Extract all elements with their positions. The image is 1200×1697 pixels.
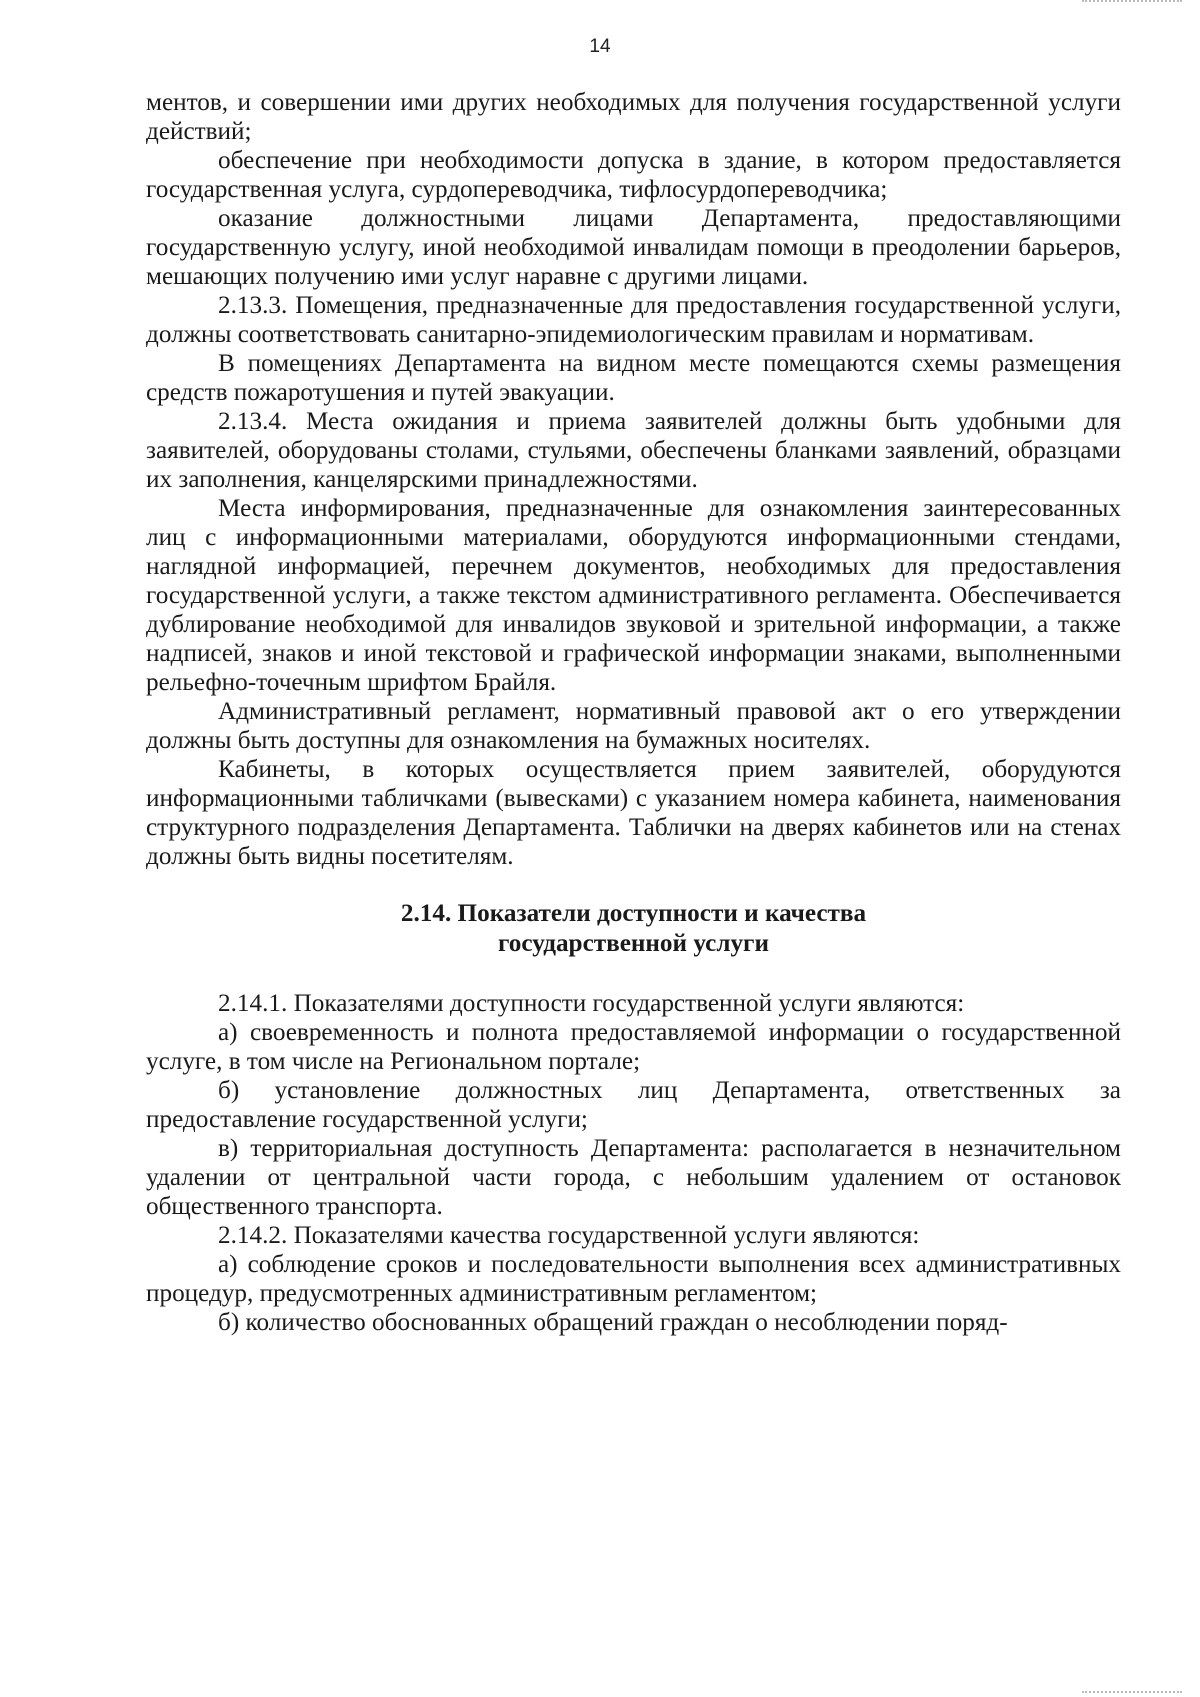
paragraph: Места информирования, предназначенные для ознакомления заинтересованных лиц с информационными материалами, оборудуются информационными стендами, наглядной информацией, перечнем документов, необходимых для предоставления государственной услуги, а также текстом административного регламента. Обеспечивается дублирование необходимой для инвалидов звуковой и зрительной информации, а также надписей, знаков и иной текстовой и графической информации знаками, выполненными рельефно-точечным шрифтом Брайля. bbox=[146, 495, 1121, 696]
body-section-before-heading bbox=[146, 88, 1121, 871]
paragraph: б) количество обоснованных обращений граждан о несоблюдении поряд- bbox=[218, 1309, 1008, 1336]
scan-edge-mark-top bbox=[1082, 0, 1182, 8]
paragraph: а) своевременность и полнота предоставляемой информации о государственной услуге, в том числе на Региональном портале; bbox=[146, 1019, 1121, 1075]
paragraph: ментов, и совершении ими других необходимых для получения государственной услуги действий; bbox=[146, 89, 1121, 145]
paragraph: б) установление должностных лиц Департамента, ответственных за предоставление государственной услуги; bbox=[146, 1077, 1121, 1133]
paragraph: обеспечение при необходимости допуска в здание, в котором предоставляется государственная услуга, сурдопереводчика, тифлосурдопереводчика; bbox=[146, 147, 1121, 203]
section-heading-line-1: 2.14. Показатели доступности и качества bbox=[400, 900, 867, 927]
paragraph: Кабинеты, в которых осуществляется прием заявителей, оборудуются информационными табличками (вывесками) с указанием номера кабинета, наименования структурного подразделения Департамента. Таблички на дверях кабинетов или на стенах должны быть видны посетителям. bbox=[146, 756, 1121, 870]
paragraph: 2.13.3. Помещения, предназначенные для предоставления государственной услуги, должны соответствовать санитарно-эпидемиологическим правилам и нормативам. bbox=[146, 292, 1121, 348]
section-heading bbox=[146, 899, 1121, 959]
paragraph: Административный регламент, нормативный правовой акт о его утверждении должны быть доступны для ознакомления на бумажных носителях. bbox=[146, 698, 1121, 754]
body-section-after-heading bbox=[146, 989, 1121, 1337]
paragraph: 2.14.2. Показателями качества государственной услуги являются: bbox=[218, 1222, 920, 1249]
paragraph: оказание должностными лицами Департамента, предоставляющими государственную услугу, иной необходимой инвалидам помощи в преодолении барьеров, мешающих получению ими услуг наравне с другими лицами. bbox=[146, 205, 1121, 290]
paragraph: 2.14.1. Показателями доступности государственной услуги являются: bbox=[218, 990, 965, 1017]
paragraph: В помещениях Департамента на видном месте помещаются схемы размещения средств пожаротушения и путей эвакуации. bbox=[146, 350, 1121, 406]
paragraph: 2.13.4. Места ожидания и приема заявителей должны быть удобными для заявителей, оборудованы столами, стульями, обеспечены бланками заявлений, образцами их заполнения, канцелярскими принадлежностями. bbox=[146, 408, 1121, 493]
section-heading-line-2: государственной услуги bbox=[497, 930, 770, 957]
page-number: 14 bbox=[589, 36, 611, 57]
paragraph: а) соблюдение сроков и последовательности выполнения всех административных процедур, предусмотренных административным регламентом; bbox=[146, 1251, 1121, 1307]
document-body bbox=[146, 88, 1121, 1337]
scan-edge-mark-bottom bbox=[1082, 1685, 1182, 1693]
paragraph: в) территориальная доступность Департамента: располагается в незначительном удалении от центральной части города, с небольшим удалением от остановок общественного транспорта. bbox=[146, 1135, 1121, 1220]
